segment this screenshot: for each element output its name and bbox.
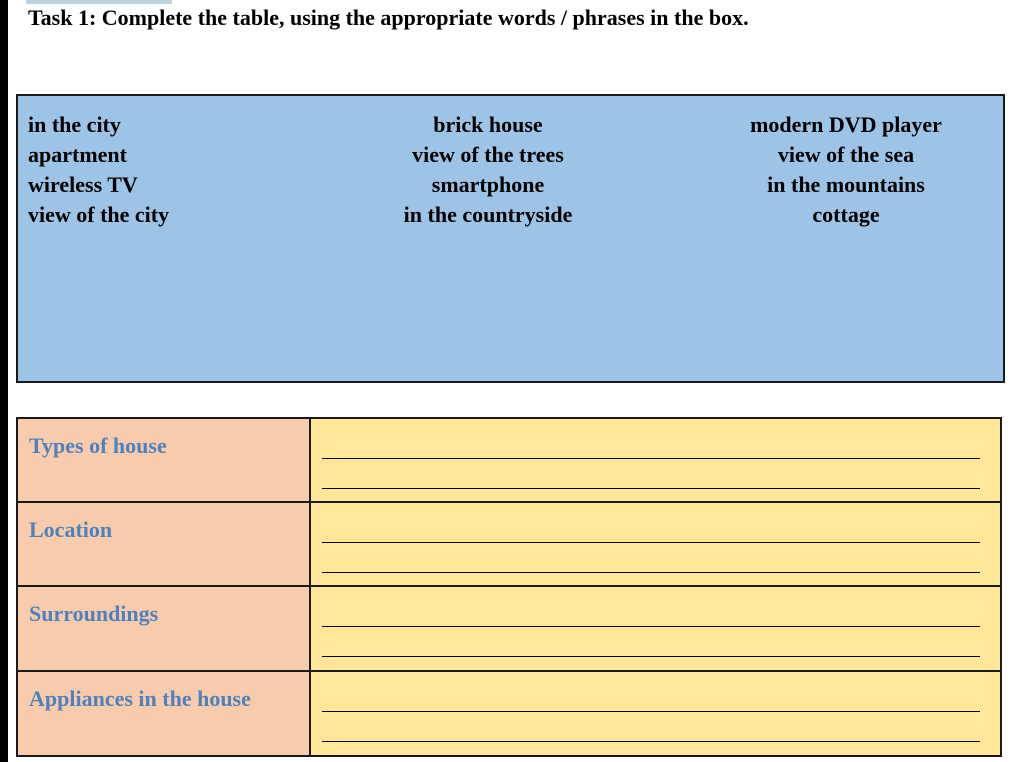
word-item: view of the trees [412, 142, 564, 167]
category-label: Surroundings [29, 601, 159, 626]
answer-line[interactable] [322, 741, 980, 742]
word-item: wireless TV [28, 172, 138, 197]
word-item: in the city [28, 112, 121, 137]
word-item: in the mountains [767, 172, 925, 197]
page-edge-bar [0, 0, 8, 762]
category-cell-surroundings [18, 587, 311, 672]
answer-table [16, 417, 1002, 757]
word-item: smartphone [431, 172, 545, 197]
header-accent-strip [26, 0, 172, 4]
category-label: Types of house [29, 433, 167, 458]
word-column-left [28, 110, 169, 230]
word-item: modern DVD player [750, 112, 942, 137]
task-title: Task 1: Complete the table, using the appropriate words / phrases in the box. [28, 5, 749, 30]
category-label: Location [29, 517, 113, 542]
category-cell-types-of-house [18, 419, 311, 503]
answer-line[interactable] [322, 542, 980, 543]
word-item: apartment [28, 142, 127, 167]
answer-cell-appliances[interactable] [311, 672, 1000, 755]
word-column-right [668, 110, 1024, 230]
answer-line[interactable] [322, 488, 980, 489]
category-cell-appliances [18, 672, 311, 755]
word-column-middle [338, 110, 638, 230]
answer-line[interactable] [322, 626, 980, 627]
word-item: view of the sea [777, 142, 915, 167]
answer-line[interactable] [322, 458, 980, 459]
word-item: in the countryside [403, 202, 573, 227]
answer-cell-types-of-house[interactable] [311, 419, 1000, 503]
category-label: Appliances in the house [29, 686, 251, 711]
word-box [16, 94, 1005, 383]
word-item: view of the city [28, 202, 170, 227]
word-item: brick house [433, 112, 543, 137]
answer-cell-surroundings[interactable] [311, 587, 1000, 672]
answer-line[interactable] [322, 656, 980, 657]
category-cell-location [18, 503, 311, 587]
answer-cell-location[interactable] [311, 503, 1000, 587]
answer-line[interactable] [322, 572, 980, 573]
word-item: cottage [812, 202, 880, 227]
answer-line[interactable] [322, 711, 980, 712]
